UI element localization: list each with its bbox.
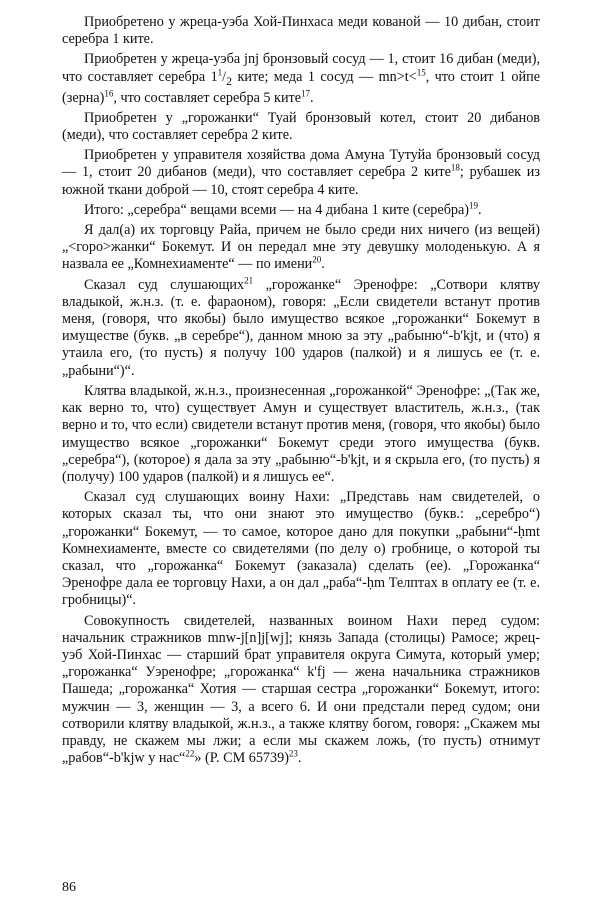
paragraph-5: Итого: „серебра“ вещами всеми — на 4 дибана 1 ките (серебра)$^{19}$. [84, 200, 482, 218]
paragraph-3: Приобретен у „горожанки“ Туай бронзовый котел, стоит 20 дибанов (меди), что составляет серебра 2 ките. [62, 109, 540, 144]
paragraph-1: Приобретено у жреца-уэба Хой-Пинхаса меди кованой — 10 дибан, стоит серебра 1 ките. [62, 14, 540, 48]
paragraph-8: Клятва владыкой, ж.н.з., произнесенная „горожанкой“ Эренофре: „(Так же, как верно то, что) существует Амун и существует властитель, ж.н.з., (так верно и то, что если) свидетели встанут против меня, (говоря, что якобы) было имущество всякое „горожанки“ Бокемут среди этого имущества (букв. „серебра“), (которое) я дала за эту „рабыню“-b'kjt, и я скрыла его, (то пусть) я (получу) 100 ударов (палкой) и я лишусь ее“. [62, 382, 540, 485]
page-number: 86 [62, 880, 76, 895]
paragraph-2: Приобретен у жреца-уэба jnj бронзовый сосуд — 1, стоит 16 дибан (меди), что составляет серебра $1^1/_2$ ките; меда 1 сосуд — mn>t<$^{15}$, что стоит 1 ойпе (зерна)$^{16}$, что составляет серебра 5 ките$^{17}$. [62, 51, 540, 106]
paragraph-4: Приобретен у управителя хозяйства дома Амуна Тутуйа бронзовый сосуд — 1, стоит 20 дибанов (меди), что составляет серебра 2 ките$^{18}$; рубашек из южной ткани доброй — 10, стоят серебра 4 ките. [62, 147, 540, 198]
paragraph-10: Совокупность свидетелей, названных воином Нахи перед судом: начальник стражников mnw-j[n]j[wj]; князь Запада (столицы) Рамосе; жрец-уэб Хой-Пинхас — старший брат управителя округа Симута, который умер; „горожанка“ Уэренофре; „горожанка“ k'fj — жена начальника стражников Пашеда; „горожанка“ Хотия — старшая сестра „горожанки“ Бокемут, итого: мужчин — 3, женщин — 3, а всего 6. И они предстали перед судом; они сотворили клятву владыкой, ж.н.з., а также клятву богом, говоря: „Скажем мы правду, не скажем мы лжи; а если мы скажем ложь, (то пусть) отнимут „рабов“-b'kjw у нас“$^{22}$» (P. CM 65739)$^{23}$. [62, 612, 540, 767]
paragraph-9: Сказал суд слушающих воину Нахи: „Представь нам свидетелей, о которых сказал ты, что они знают это имущество (букв.: „серебро“) „горожанки“ Бокемут, — то самое, которое дано для покупки „рабыни“-ḥmt Комнехиаменте, вместе со свидетелями (по делу о) гробнице, о которой ты сказал, что „горожанка“ Бокемут (заказала) сделать (ее). „Горожанка“ Эренофре дала ее торговцу Нахи, а он дал „раба“-ḥm Телптах в оплату ее (т. е. гробницы)“. [62, 489, 540, 609]
paragraph-7: Сказал суд слушающих$^{21}$ „горожанке“ Эренофре: „Сотвори клятву владыкой, ж.н.з. (т. е. фараоном), говоря: „Если свидетели встанут против меня, (говоря, что якобы) было имущество всякое „горожанки“ Бокемут в имуществе (букв. „в серебре“), данном мною за эту „рабыню“-b'kjt, и (что) я утаила его, (то пусть) я получу 100 ударов (палкой) и я лишусь ее (т. е. „рабыни“)“. [62, 274, 540, 379]
document-page [62, 14, 540, 770]
paragraph-6: Я дал(а) их торговцу Райа, причем не было среди них ничего (из вещей) „<горо>жанки“ Бокемут. И он передал мне эту девушку молоденькую. А я назвала ее „Комнехиаменте“ — по имени$^{20}$. [62, 222, 540, 273]
